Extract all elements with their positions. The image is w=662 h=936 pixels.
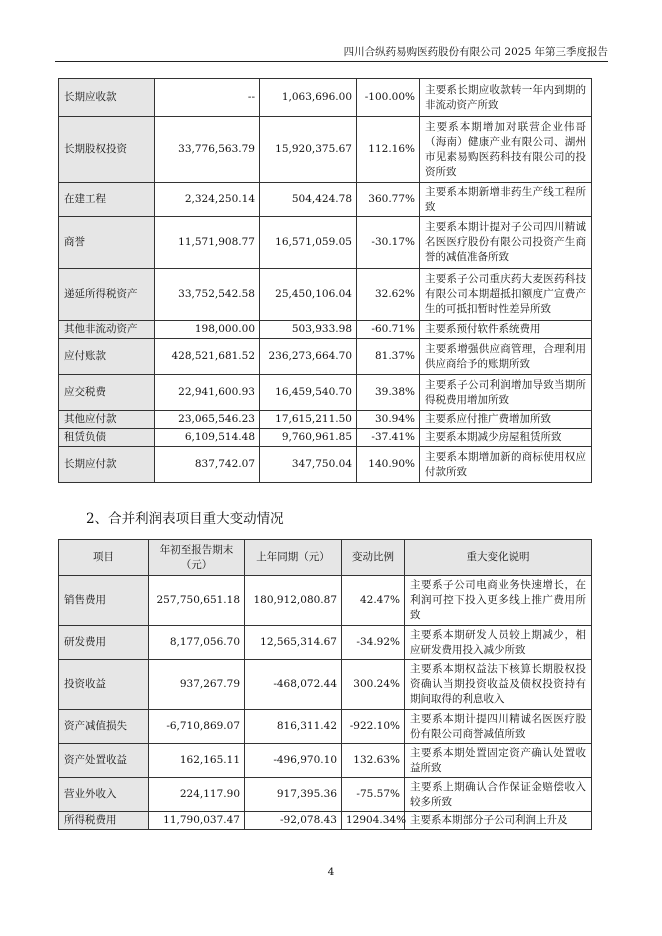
row-change: -37.41% bbox=[357, 429, 420, 447]
row-current: 6,109,514.48 bbox=[155, 429, 260, 447]
row-change: 140.90% bbox=[357, 447, 420, 483]
table-row bbox=[59, 117, 592, 183]
row-change: 112.16% bbox=[357, 117, 420, 183]
row-prior: 1,063,696.00 bbox=[260, 79, 357, 117]
row-reason: 主要系本期增加新的商标使用权应付款所致 bbox=[420, 447, 592, 483]
table-row bbox=[59, 812, 592, 830]
row-item: 应交税费 bbox=[59, 375, 155, 411]
row-prior: 15,920,375.67 bbox=[260, 117, 357, 183]
row-item: 其他应付款 bbox=[59, 411, 155, 429]
row-item: 营业外收入 bbox=[59, 778, 149, 812]
row-current: 162,165.11 bbox=[149, 744, 245, 778]
row-item: 资产减值损失 bbox=[59, 710, 149, 744]
row-prior: 503,933.98 bbox=[260, 321, 357, 339]
row-change: -34.92% bbox=[342, 626, 405, 660]
header-rule bbox=[55, 61, 608, 62]
row-reason: 主要系本期新增非药生产线工程所致 bbox=[420, 183, 592, 217]
row-reason: 主要系本期计提四川精诚名医医疗股份有限公司商誉减值所致 bbox=[405, 710, 592, 744]
row-current: 257,750,651.18 bbox=[149, 576, 245, 626]
row-reason: 主要系本期增加对联营企业伟哥（海南）健康产业有限公司、湖州市见素易购医药科技有限公司的投资所致 bbox=[420, 117, 592, 183]
table-row bbox=[59, 660, 592, 710]
table-row bbox=[59, 744, 592, 778]
row-reason: 主要系子公司电商业务快速增长，在利润可控下投入更多线上推广费用所致 bbox=[405, 576, 592, 626]
row-prior: 9,760,961.85 bbox=[260, 429, 357, 447]
row-prior: -468,072.44 bbox=[245, 660, 342, 710]
row-prior: 17,615,211.50 bbox=[260, 411, 357, 429]
row-current: 33,752,542.58 bbox=[155, 269, 260, 321]
row-current: 33,776,563.79 bbox=[155, 117, 260, 183]
row-prior: 917,395.36 bbox=[245, 778, 342, 812]
table-row bbox=[59, 321, 592, 339]
row-prior: 12,565,314.67 bbox=[245, 626, 342, 660]
row-change: -922.10% bbox=[342, 710, 405, 744]
row-item: 长期应付款 bbox=[59, 447, 155, 483]
row-current: 937,267.79 bbox=[149, 660, 245, 710]
row-prior: 236,273,664.70 bbox=[260, 339, 357, 375]
row-reason: 主要系本期处置固定资产确认处置收益所致 bbox=[405, 744, 592, 778]
row-reason: 主要系子公司重庆药大麦医药科技有限公司本期超抵扣额度广宣费产生的可抵扣暂时性差异所致 bbox=[420, 269, 592, 321]
row-change: -100.00% bbox=[357, 79, 420, 117]
row-current: 11,571,908.77 bbox=[155, 217, 260, 269]
row-change: -60.71% bbox=[357, 321, 420, 339]
row-change: 132.63% bbox=[342, 744, 405, 778]
table-row bbox=[59, 183, 592, 217]
row-current: 8,177,056.70 bbox=[149, 626, 245, 660]
row-item: 商誉 bbox=[59, 217, 155, 269]
row-prior: 816,311.42 bbox=[245, 710, 342, 744]
row-item: 长期股权投资 bbox=[59, 117, 155, 183]
row-reason: 主要系上期确认合作保证金赔偿收入较多所致 bbox=[405, 778, 592, 812]
row-item: 其他非流动资产 bbox=[59, 321, 155, 339]
row-change: 42.47% bbox=[342, 576, 405, 626]
row-current: -6,710,869.07 bbox=[149, 710, 245, 744]
row-current: 198,000.00 bbox=[155, 321, 260, 339]
row-prior: 504,424.78 bbox=[260, 183, 357, 217]
column-header-item: 项目 bbox=[59, 540, 149, 576]
row-change: -75.57% bbox=[342, 778, 405, 812]
table-row bbox=[59, 447, 592, 483]
row-change: 12904.34% bbox=[342, 812, 405, 830]
row-current: -- bbox=[155, 79, 260, 117]
row-change: 360.77% bbox=[357, 183, 420, 217]
row-reason: 主要系本期计提对子公司四川精诚名医医疗股份有限公司投资产生商誉的减值准备所致 bbox=[420, 217, 592, 269]
row-change: 39.38% bbox=[357, 375, 420, 411]
row-change: 300.24% bbox=[342, 660, 405, 710]
page-header: 四川合纵药易购医药股份有限公司 2025 年第三季度报告 bbox=[343, 46, 608, 58]
row-item: 研发费用 bbox=[59, 626, 149, 660]
row-item: 长期应收款 bbox=[59, 79, 155, 117]
row-prior: 180,912,080.87 bbox=[245, 576, 342, 626]
row-item: 在建工程 bbox=[59, 183, 155, 217]
row-reason: 主要系子公司利润增加导致当期所得税费用增加所致 bbox=[420, 375, 592, 411]
table-row bbox=[59, 429, 592, 447]
row-current: 2,324,250.14 bbox=[155, 183, 260, 217]
income-statement-changes-table bbox=[58, 539, 592, 830]
page-number: 4 bbox=[327, 866, 335, 878]
row-current: 428,521,681.52 bbox=[155, 339, 260, 375]
row-current: 23,065,546.23 bbox=[155, 411, 260, 429]
row-reason: 主要系增强供应商管理，合理利用供应商给予的账期所致 bbox=[420, 339, 592, 375]
row-reason: 主要系应付推广费增加所致 bbox=[420, 411, 592, 429]
row-reason: 主要系长期应收款转一年内到期的非流动资产所致 bbox=[420, 79, 592, 117]
row-item: 递延所得税资产 bbox=[59, 269, 155, 321]
table-row bbox=[59, 710, 592, 744]
table-row bbox=[59, 375, 592, 411]
balance-sheet-changes-table bbox=[58, 78, 592, 483]
table-row bbox=[59, 411, 592, 429]
row-change: 81.37% bbox=[357, 339, 420, 375]
table-row bbox=[59, 79, 592, 117]
row-item: 应付账款 bbox=[59, 339, 155, 375]
table-row bbox=[59, 576, 592, 626]
row-prior: 16,571,059.05 bbox=[260, 217, 357, 269]
row-prior: -496,970.10 bbox=[245, 744, 342, 778]
row-current: 224,117.90 bbox=[149, 778, 245, 812]
row-item: 资产处置收益 bbox=[59, 744, 149, 778]
row-item: 销售费用 bbox=[59, 576, 149, 626]
column-header-reason: 重大变化说明 bbox=[405, 540, 592, 576]
column-header-prior: 上年同期（元） bbox=[245, 540, 342, 576]
row-item: 投资收益 bbox=[59, 660, 149, 710]
row-prior: 16,459,540.70 bbox=[260, 375, 357, 411]
table-row bbox=[59, 778, 592, 812]
table-row bbox=[59, 269, 592, 321]
row-current: 11,790,037.47 bbox=[149, 812, 245, 830]
table-header-row bbox=[59, 540, 592, 576]
row-item: 所得税费用 bbox=[59, 812, 149, 830]
row-prior: 347,750.04 bbox=[260, 447, 357, 483]
row-change: -30.17% bbox=[357, 217, 420, 269]
row-reason: 主要系预付软件系统费用 bbox=[420, 321, 592, 339]
row-reason: 主要系本期权益法下核算长期股权投资确认当期投资收益及债权投资持有期间取得的利息收入 bbox=[405, 660, 592, 710]
section-title: 2、合并利润表项目重大变动情况 bbox=[86, 511, 284, 527]
row-reason: 主要系本期减少房屋租赁所致 bbox=[420, 429, 592, 447]
row-reason: 主要系本期研发人员较上期减少，相应研发费用投入减少所致 bbox=[405, 626, 592, 660]
table-row bbox=[59, 339, 592, 375]
row-change: 30.94% bbox=[357, 411, 420, 429]
row-reason: 主要系本期部分子公司利润上升及 bbox=[405, 812, 592, 830]
row-prior: 25,450,106.04 bbox=[260, 269, 357, 321]
row-item: 租赁负债 bbox=[59, 429, 155, 447]
column-header-current: 年初至报告期末（元） bbox=[149, 540, 245, 576]
row-current: 837,742.07 bbox=[155, 447, 260, 483]
row-prior: -92,078.43 bbox=[245, 812, 342, 830]
column-header-change: 变动比例 bbox=[342, 540, 405, 576]
table-row bbox=[59, 626, 592, 660]
row-current: 22,941,600.93 bbox=[155, 375, 260, 411]
table-row bbox=[59, 217, 592, 269]
row-change: 32.62% bbox=[357, 269, 420, 321]
